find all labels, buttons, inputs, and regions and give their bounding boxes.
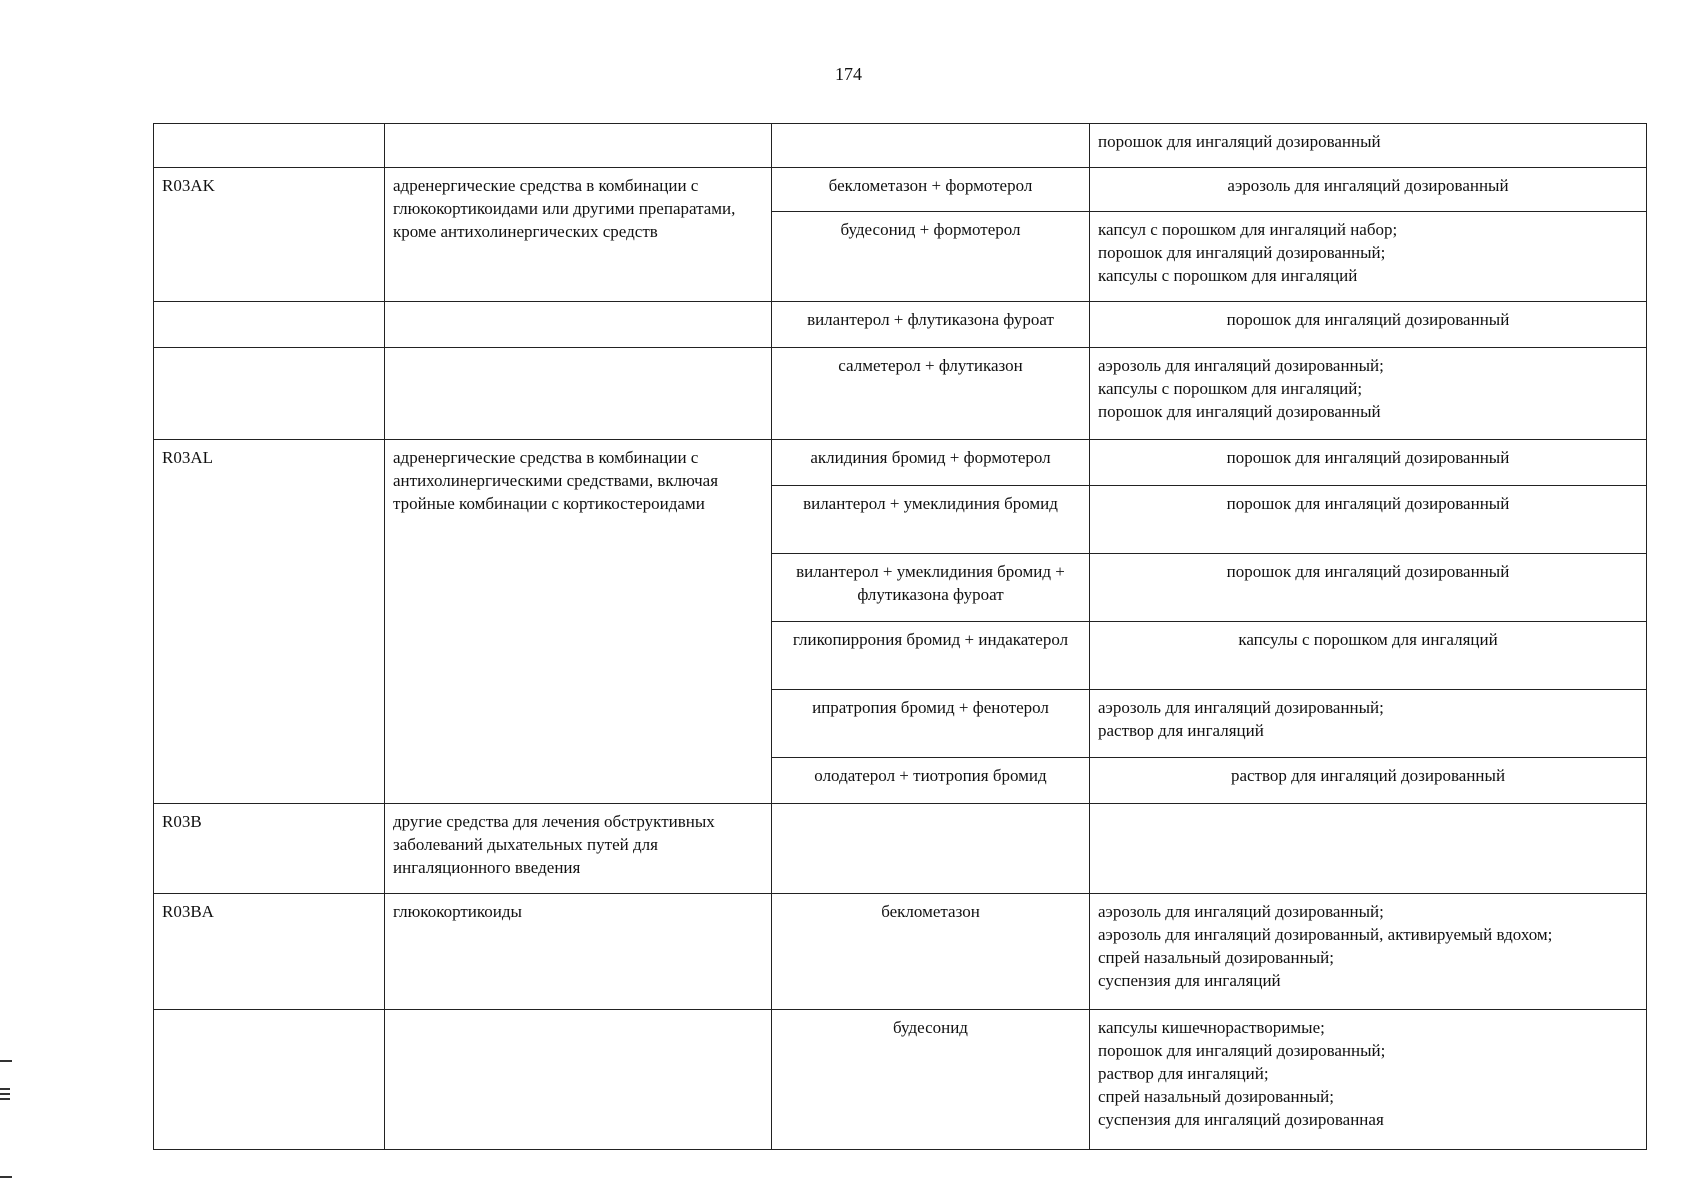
atc-code-cell — [154, 348, 385, 440]
dosage-form-line: порошок для ингаляций дозированный — [1226, 494, 1510, 513]
dosage-form-line: аэрозоль для ингаляций дозированный; — [1098, 698, 1384, 717]
drug-name-cell — [772, 124, 1090, 168]
dosage-form-cell — [1090, 1010, 1647, 1150]
dosage-form-line: порошок для ингаляций дозированный; — [1098, 243, 1386, 262]
atc-code-cell — [154, 302, 385, 348]
table-row — [154, 124, 1647, 168]
dosage-form-line: порошок для ингаляций дозированный — [1226, 562, 1510, 581]
atc-group-cell — [385, 302, 772, 348]
margin-scan-marks — [0, 1060, 14, 1190]
dosage-form-cell — [1090, 124, 1647, 168]
dosage-form-line: капсулы кишечнорастворимые; — [1098, 1018, 1325, 1037]
drug-name-cell — [772, 804, 1090, 894]
drug-name-cell: вилантерол + умеклидиния бромид — [772, 486, 1090, 554]
table-row — [154, 348, 1647, 440]
atc-code-cell: R03B — [154, 804, 385, 894]
atc-code-cell — [154, 124, 385, 168]
drug-table — [153, 123, 1647, 1150]
margin-mark — [0, 1098, 10, 1100]
dosage-form-line: аэрозоль для ингаляций дозированный, активируемый вдохом; — [1098, 925, 1553, 944]
dosage-form-cell — [1090, 758, 1647, 804]
dosage-form-line: аэрозоль для ингаляций дозированный; — [1098, 356, 1384, 375]
atc-code-cell: R03BA — [154, 894, 385, 1010]
dosage-form-cell — [1090, 212, 1647, 302]
dosage-form-cell — [1090, 804, 1647, 894]
atc-group-cell — [385, 348, 772, 440]
dosage-form-line: порошок для ингаляций дозированный — [1098, 402, 1381, 421]
table-row — [154, 804, 1647, 894]
drug-name-cell: вилантерол + умеклидиния бромид + флутиказона фуроат — [772, 554, 1090, 622]
drug-name-cell: вилантерол + флутиказона фуроат — [772, 302, 1090, 348]
table-row — [154, 440, 1647, 486]
dosage-form-line: порошок для ингаляций дозированный — [1098, 132, 1381, 151]
dosage-form-cell — [1090, 440, 1647, 486]
dosage-form-line: аэрозоль для ингаляций дозированный — [1227, 176, 1509, 195]
drug-name-cell: беклометазон + формотерол — [772, 168, 1090, 212]
drug-name-cell: салметерол + флутиказон — [772, 348, 1090, 440]
drug-name-cell: гликопиррония бромид + индакатерол — [772, 622, 1090, 690]
dosage-form-cell — [1090, 486, 1647, 554]
atc-group-cell: глюкокортикоиды — [385, 894, 772, 1010]
dosage-form-line: порошок для ингаляций дозированный — [1226, 448, 1510, 467]
atc-code-cell: R03AK — [154, 168, 385, 302]
atc-group-cell — [385, 1010, 772, 1150]
dosage-form-cell — [1090, 894, 1647, 1010]
dosage-form-line: аэрозоль для ингаляций дозированный; — [1098, 902, 1384, 921]
drug-name-cell: беклометазон — [772, 894, 1090, 1010]
margin-mark — [0, 1176, 12, 1178]
atc-code-cell — [154, 1010, 385, 1150]
margin-mark — [0, 1093, 10, 1095]
atc-group-cell: адренергические средства в комбинации с антихолинергическими средствами, включая тройные комбинации с кортикостероидами — [385, 440, 772, 804]
table-row — [154, 1010, 1647, 1150]
margin-mark — [0, 1088, 10, 1090]
dosage-form-line: капсулы с порошком для ингаляций — [1238, 630, 1498, 649]
margin-mark — [0, 1060, 12, 1062]
dosage-form-line: порошок для ингаляций дозированный; — [1098, 1041, 1386, 1060]
dosage-form-cell — [1090, 168, 1647, 212]
table-row — [154, 894, 1647, 1010]
page-number: 174 — [835, 64, 862, 84]
dosage-form-line: раствор для ингаляций — [1098, 721, 1264, 740]
dosage-form-line: капсулы с порошком для ингаляций — [1098, 266, 1358, 285]
dosage-form-cell — [1090, 302, 1647, 348]
drug-name-cell: будесонид — [772, 1010, 1090, 1150]
dosage-form-cell — [1090, 690, 1647, 758]
dosage-form-line: капсулы с порошком для ингаляций; — [1098, 379, 1363, 398]
dosage-form-line: капсул с порошком для ингаляций набор; — [1098, 220, 1398, 239]
dosage-form-line: раствор для ингаляций дозированный — [1230, 766, 1506, 785]
atc-group-cell: адренергические средства в комбинации с глюкокортикоидами или другими препаратами, кроме антихолинергических средств — [385, 168, 772, 302]
dosage-form-line: суспензия для ингаляций дозированная — [1098, 1110, 1384, 1129]
drug-name-cell: будесонид + формотерол — [772, 212, 1090, 302]
atc-code-cell: R03AL — [154, 440, 385, 804]
dosage-form-line: порошок для ингаляций дозированный — [1226, 310, 1510, 329]
dosage-form-line: раствор для ингаляций; — [1098, 1064, 1269, 1083]
drug-name-cell: олодатерол + тиотропия бромид — [772, 758, 1090, 804]
dosage-form-line: спрей назальный дозированный; — [1098, 1087, 1334, 1106]
dosage-form-cell — [1090, 554, 1647, 622]
drug-name-cell: аклидиния бромид + формотерол — [772, 440, 1090, 486]
dosage-form-line: суспензия для ингаляций — [1098, 971, 1281, 990]
atc-group-cell — [385, 124, 772, 168]
drug-table-body — [154, 124, 1647, 1150]
table-row — [154, 302, 1647, 348]
dosage-form-line: спрей назальный дозированный; — [1098, 948, 1334, 967]
drug-name-cell: ипратропия бромид + фенотерол — [772, 690, 1090, 758]
atc-group-cell: другие средства для лечения обструктивных заболеваний дыхательных путей для ингаляционного введения — [385, 804, 772, 894]
table-row — [154, 168, 1647, 212]
dosage-form-cell — [1090, 348, 1647, 440]
dosage-form-cell — [1090, 622, 1647, 690]
